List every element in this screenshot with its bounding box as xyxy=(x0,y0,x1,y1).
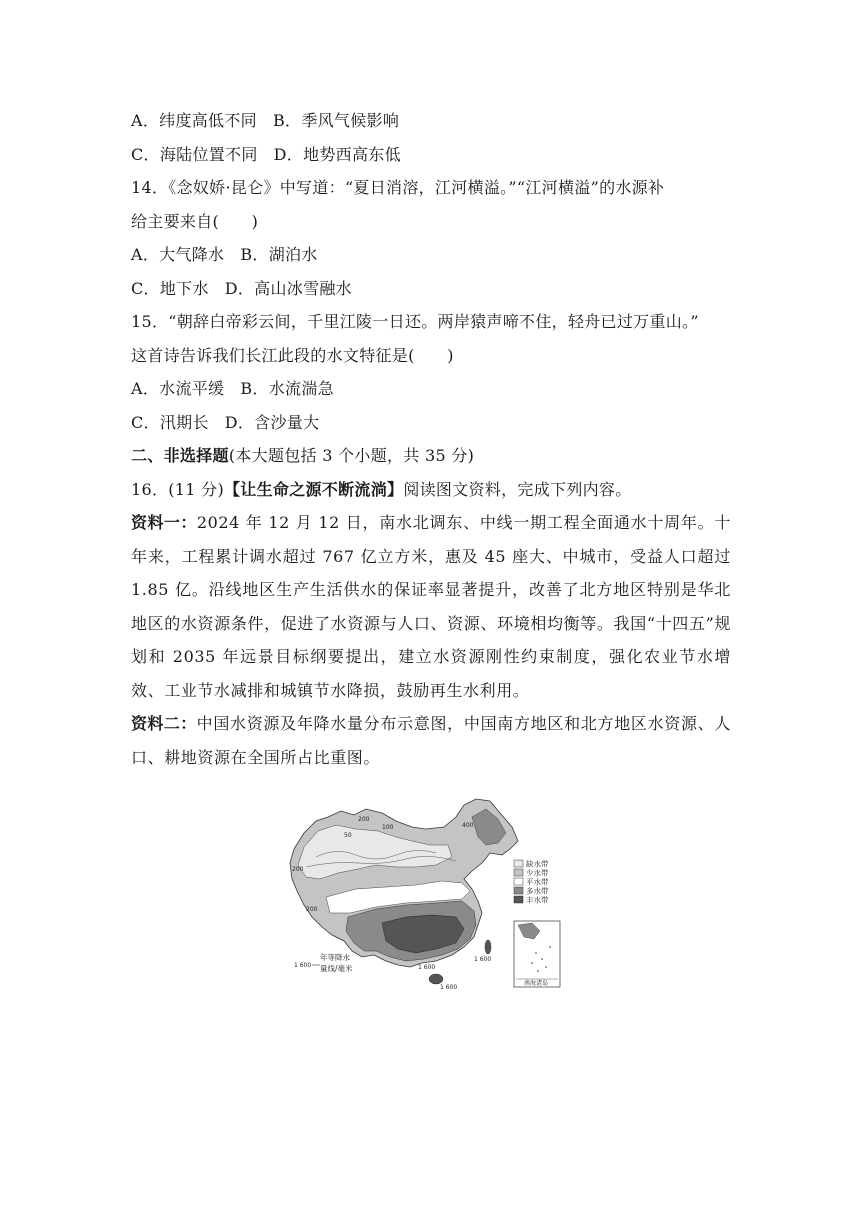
q15-option-a[interactable]: A．水流平缓 xyxy=(131,379,225,398)
legend-swatch-rich xyxy=(514,887,523,894)
contour-label: 1 600 xyxy=(418,964,436,971)
south-china-sea-inset xyxy=(514,921,560,987)
q14-options-row2 xyxy=(131,272,731,306)
contour-label: 50 xyxy=(344,832,352,839)
q13-option-a[interactable]: A．纬度高低不同 xyxy=(131,111,257,130)
q15-option-d[interactable]: D．含沙量大 xyxy=(224,412,320,432)
q16-title xyxy=(131,473,731,507)
legend-label: 丰水带 xyxy=(526,895,549,905)
q13-options-row1 xyxy=(131,104,731,138)
contour-label: 1 600 xyxy=(474,956,492,963)
material1-label: 资料一： xyxy=(131,513,197,532)
map-svg xyxy=(286,797,571,994)
q16-title-bold: 【让生命之源不断流淌】 xyxy=(224,479,404,499)
contour-label: 200 xyxy=(358,816,370,823)
q15-option-c[interactable]: C．汛期长 xyxy=(131,412,209,432)
q14-stem-line2: 给主要来自( ) xyxy=(131,211,259,231)
material2-label: 资料二： xyxy=(131,714,197,733)
material2 xyxy=(131,707,731,774)
q13-option-c[interactable]: C．海陆位置不同 xyxy=(131,144,258,164)
china-water-resources-map xyxy=(286,797,571,994)
section2-heading-bold: 二、非选择题 xyxy=(131,446,229,465)
isoline-label-line1: 年等降水 xyxy=(320,953,350,962)
section2-heading-rest: (本大题包括 3 个小题，共 35 分) xyxy=(228,446,475,465)
contour-label: 100 xyxy=(382,824,394,831)
q14-option-a[interactable]: A．大气降水 xyxy=(131,245,225,264)
q15-options-row2 xyxy=(131,406,731,440)
q14-options-row1 xyxy=(131,238,731,272)
legend-label: 少水带 xyxy=(526,868,549,878)
q14-option-c[interactable]: C．地下水 xyxy=(131,278,209,298)
legend-label: 缺水带 xyxy=(526,859,549,869)
q15-option-b[interactable]: B．水流湍急 xyxy=(240,379,334,398)
contour-label: 200 xyxy=(292,866,304,873)
q15-options-row1 xyxy=(131,372,731,406)
material2-text: 中国水资源及年降水量分布示意图，中国南方地区和北方地区水资源、人口、耕地资源在全国所占比重图。 xyxy=(131,714,732,767)
q14-stem-line1: 14．《念奴娇·昆仑》中写道：“夏日消溶，江河横溢。”“江河横溢”的水源补 xyxy=(131,178,665,197)
q15-stem-line1: 15．“朝辞白帝彩云间，千里江陵一日还。两岸猿声啼不住，轻舟已过万重山。” xyxy=(131,312,699,331)
taiwan-island xyxy=(485,940,491,954)
isoline-label-line2: 量线/毫米 xyxy=(320,964,353,973)
q16-number: 16．(11 分) xyxy=(131,479,224,499)
contour-label: 200 xyxy=(306,906,318,913)
legend-label: 平水带 xyxy=(526,877,549,887)
contour-label: 1 600 xyxy=(440,984,458,991)
q13-option-b[interactable]: B．季风气候影响 xyxy=(272,111,400,130)
legend-swatch-low xyxy=(514,869,523,876)
material1-text: 2024 年 12 月 12 日，南水北调东、中线一期工程全面通水十周年。十年来，工程累计调水超过 767 亿立方米，惠及 45 座大、中城市，受益人口超过 1.85 亿。沿线地区生产生活供水的保证率显著提升，改善了北方地区特别是华北地区的水资源条件，促进了水资源与人口、资源、环境相均衡等。我国“十四五”规划和 2035 年远景目标纲要提出，建立水资源刚性约束制度，强化农业节水增效、工业节水减排和城镇节水降损，鼓励再生水利用。 xyxy=(131,513,731,700)
q13-options-row2 xyxy=(131,138,731,172)
section2-heading xyxy=(131,439,731,473)
q13-option-d[interactable]: D．地势西高东低 xyxy=(273,144,401,164)
q16-title-rest: 阅读图文资料，完成下列内容。 xyxy=(403,479,632,499)
hainan-island xyxy=(429,974,443,984)
q15-stem-line2: 这首诗告诉我们长江此段的水文特征是( ) xyxy=(131,345,454,365)
exam-page xyxy=(131,104,731,774)
legend-swatch-balanced xyxy=(514,878,523,885)
q14-option-d[interactable]: D．高山冰雪融水 xyxy=(224,278,352,298)
q14-option-b[interactable]: B．湖泊水 xyxy=(240,245,318,264)
map-legend xyxy=(514,859,549,905)
isoline-value: 1 600 xyxy=(294,962,312,969)
legend-label: 多水带 xyxy=(526,886,549,896)
inset-label: 南海诸岛 xyxy=(524,980,549,987)
legend-swatch-abundant xyxy=(514,896,523,903)
material1 xyxy=(131,506,731,707)
contour-label: 400 xyxy=(462,822,474,829)
legend-swatch-deficit xyxy=(514,860,523,867)
